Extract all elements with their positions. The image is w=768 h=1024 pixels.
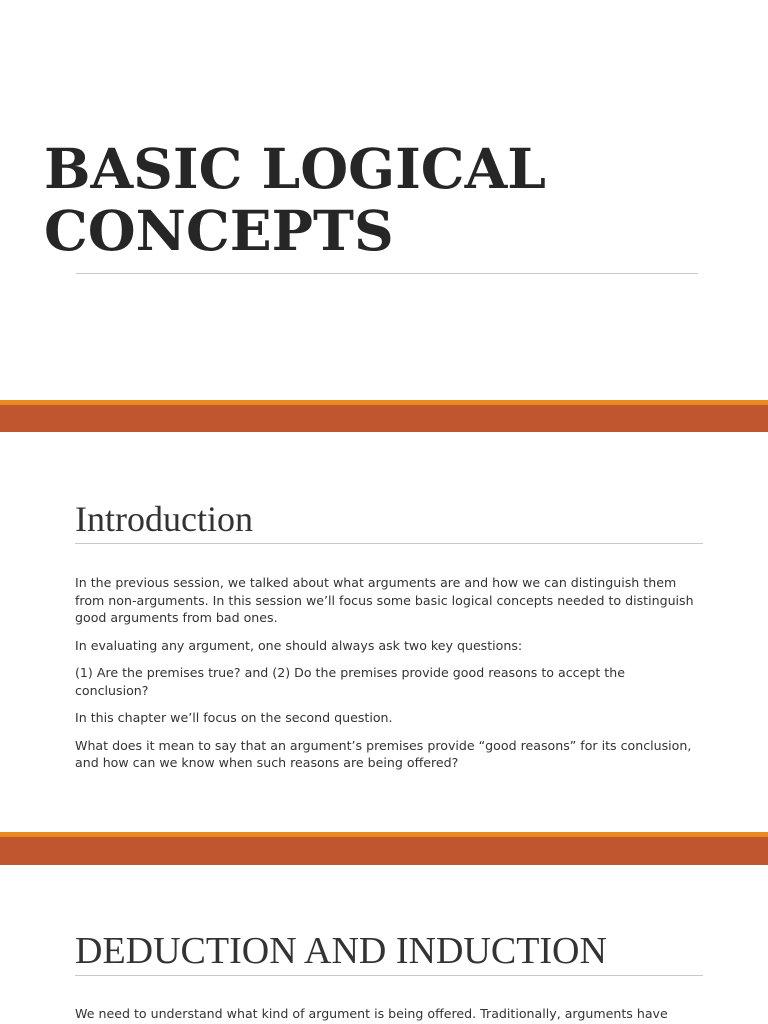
- slide-divider: [0, 400, 768, 432]
- slide-divider-accent: [0, 400, 768, 405]
- slide-divider-accent: [0, 832, 768, 837]
- deduction-body: [75, 1005, 715, 1024]
- title-line-2: CONCEPTS: [44, 198, 394, 263]
- section-title-introduction: Introduction: [75, 499, 253, 539]
- slide-introduction: [0, 432, 768, 832]
- paragraph: In evaluating any argument, one should always ask two key questions:: [75, 637, 523, 653]
- slide-title: [0, 0, 768, 400]
- section-underline: [75, 975, 703, 976]
- introduction-body: [75, 574, 700, 782]
- presentation-title: [44, 138, 546, 262]
- slide-deduction-induction: [0, 865, 768, 1024]
- slide-divider: [0, 832, 768, 865]
- section-title-deduction-induction: DEDUCTION AND INDUCTION: [75, 930, 607, 972]
- paragraph: What does it mean to say that an argument’s premises provide “good reasons” for its conclusion, and how can we know when such reasons are being offered?: [75, 737, 692, 770]
- paragraph: In this chapter we’ll focus on the second question.: [75, 710, 393, 725]
- title-line-1: BASIC LOGICAL: [44, 136, 546, 201]
- section-underline: [75, 543, 703, 544]
- paragraph: In the previous session, we talked about what arguments are and how we can distinguish them from non-arguments. In this session we’ll focus some basic logical concepts needed to distinguish good arguments from bad ones.: [75, 575, 694, 625]
- paragraph: We need to understand what kind of argument is being offered. Traditionally, arguments have: [75, 1006, 668, 1021]
- paragraph: (1) Are the premises true? and (2) Do the premises provide good reasons to accept the conclusion?: [75, 665, 625, 698]
- title-underline: [76, 273, 698, 274]
